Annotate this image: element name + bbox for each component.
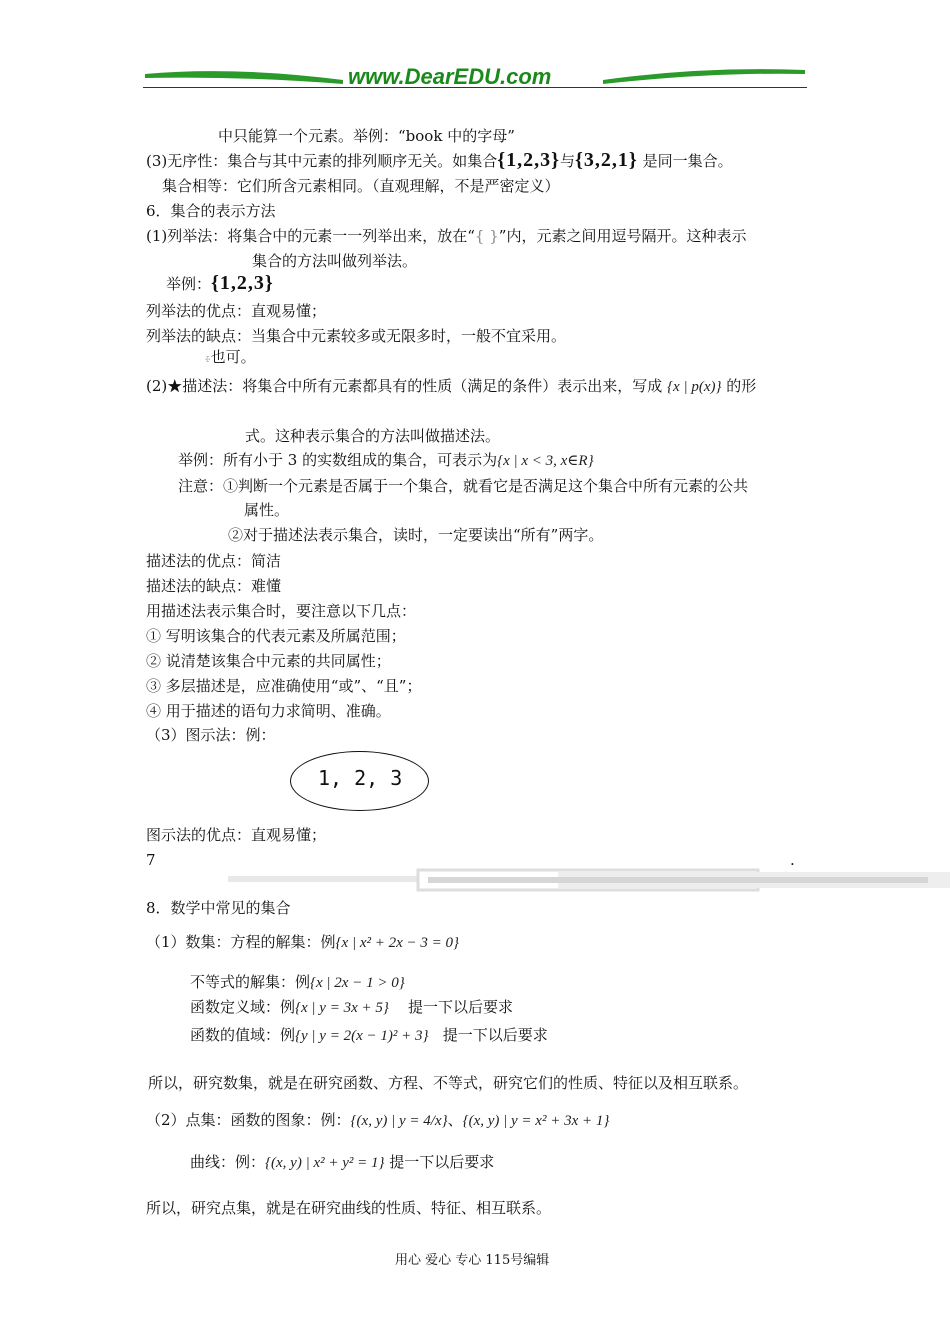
text-line: 描述法的优点：简洁	[146, 552, 282, 570]
text-line: 举例：{1,2,3}	[166, 272, 274, 294]
text-line: 描述法的缺点：难懂	[146, 577, 282, 595]
text-line: 中只能算一个元素。举例：“book 中的字母”	[218, 127, 515, 145]
text-line: 列举法的缺点：当集合中元素较多或无限多时，一般不宜采用。	[146, 327, 567, 345]
text-line: 不等式的解集：例{x | 2x − 1 > 0}	[190, 973, 405, 991]
text-line: 所以，研究点集，就是在研究曲线的性质、特征、相互联系。	[146, 1199, 552, 1217]
text-line: 所以，研究数集，就是在研究函数、方程、不等式，研究它们的性质、特征以及相互联系。	[148, 1074, 749, 1092]
text-line: （3）图示法：例：	[146, 726, 276, 744]
set-literal: {1,2,3}	[211, 272, 274, 294]
math-expression: {(x, y) | x² + y² = 1}	[265, 1155, 385, 1171]
set-literal: {1,2,3}	[497, 149, 561, 171]
site-logo[interactable]: www.DearEDU.com	[348, 64, 552, 89]
text-line: 集合相等：它们所含元素相同。（直观理解，不是严密定义）	[162, 177, 560, 195]
scan-artifact-band	[228, 868, 950, 892]
header-rule	[143, 87, 807, 88]
section-heading: 6．集合的表示方法	[146, 202, 276, 220]
page-number-fragment: 7	[146, 851, 156, 869]
math-expression: {x | x² + 2x − 3 = 0}	[335, 935, 460, 951]
list-item: ③ 多层描述是，应准确使用“或”、“且”；	[146, 677, 422, 695]
text-line: 函数定义域：例{x | y = 3x + 5} 提一下以后要求	[190, 998, 513, 1016]
math-expression: {(x, y) | y = x² + 3x + 1}	[462, 1113, 610, 1129]
text-line: ②对于描述法表示集合，读时，一定要读出“所有”两字。	[228, 526, 604, 544]
text-line: （1）数集：方程的解集：例{x | x² + 2x − 3 = 0}	[146, 933, 460, 951]
text-line: 集合的方法叫做列举法。	[252, 252, 418, 270]
math-expression: {x | p(x)}	[667, 379, 722, 395]
text-line: 式。这种表示集合的方法叫做描述法。	[245, 427, 501, 445]
text-line: 列举法的优点：直观易懂；	[146, 302, 327, 320]
text-line: 注意：①判断一个元素是否属于一个集合，就看它是否满足这个集合中所有元素的公共	[178, 477, 749, 495]
venn-label: 1, 2, 3	[318, 766, 403, 790]
text-line: (1)列举法：将集合中的元素一一列举出来，放在“{ }”内，元素之间用逗号隔开。这种表示	[146, 227, 747, 245]
text-line: (3)无序性：集合与其中元素的排列顺序无关。如集合{1,2,3}与{3,2,1} 是同一集合。	[146, 149, 733, 171]
garbled-glyph: ꔀ	[205, 355, 211, 364]
text-line: 属性。	[244, 501, 290, 519]
list-item: ② 说清楚该集合中元素的共同属性；	[146, 652, 391, 670]
math-expression: {x | x < 3, x∈R}	[497, 453, 594, 469]
math-expression: {x | 2x − 1 > 0}	[310, 975, 405, 991]
math-expression: {x | y = 3x + 5}	[295, 1000, 389, 1016]
math-expression: {(x, y) | y = 4/x}	[350, 1113, 448, 1129]
page-footer: 用心 爱心 专心 115号编辑	[395, 1253, 550, 1268]
text-line: ꔀ也可。	[205, 348, 256, 366]
text-line: （2）点集：函数的图象：例：{(x, y) | y = 4/x}、{(x, y) | y = x² + 3x + 1}	[146, 1111, 610, 1129]
text-line: 举例：所有小于 3 的实数组成的集合，可表示为{x | x < 3, x∈R}	[178, 451, 594, 469]
section-heading: 8．数学中常见的集合	[146, 899, 291, 917]
text-line: 用描述法表示集合时，要注意以下几点：	[146, 602, 417, 620]
text-line: 曲线：例：{(x, y) | x² + y² = 1} 提一下以后要求	[190, 1153, 495, 1171]
text-line: 函数的值域：例{y | y = 2(x − 1)² + 3} 提一下以后要求	[190, 1026, 548, 1044]
set-literal: {3,2,1}	[575, 149, 638, 171]
stray-dot: .	[790, 851, 795, 869]
text-line: (2)★描述法：将集合中所有元素都具有的性质（满足的条件）表示出来，写成 {x | p(x)} 的形	[146, 377, 757, 395]
math-expression: {y | y = 2(x − 1)² + 3}	[295, 1028, 429, 1044]
list-item: ④ 用于描述的语句力求简明、准确。	[146, 702, 391, 720]
list-item: ① 写明该集合的代表元素及所属范围；	[146, 627, 406, 645]
text-line: 图示法的优点：直观易懂；	[146, 826, 327, 844]
